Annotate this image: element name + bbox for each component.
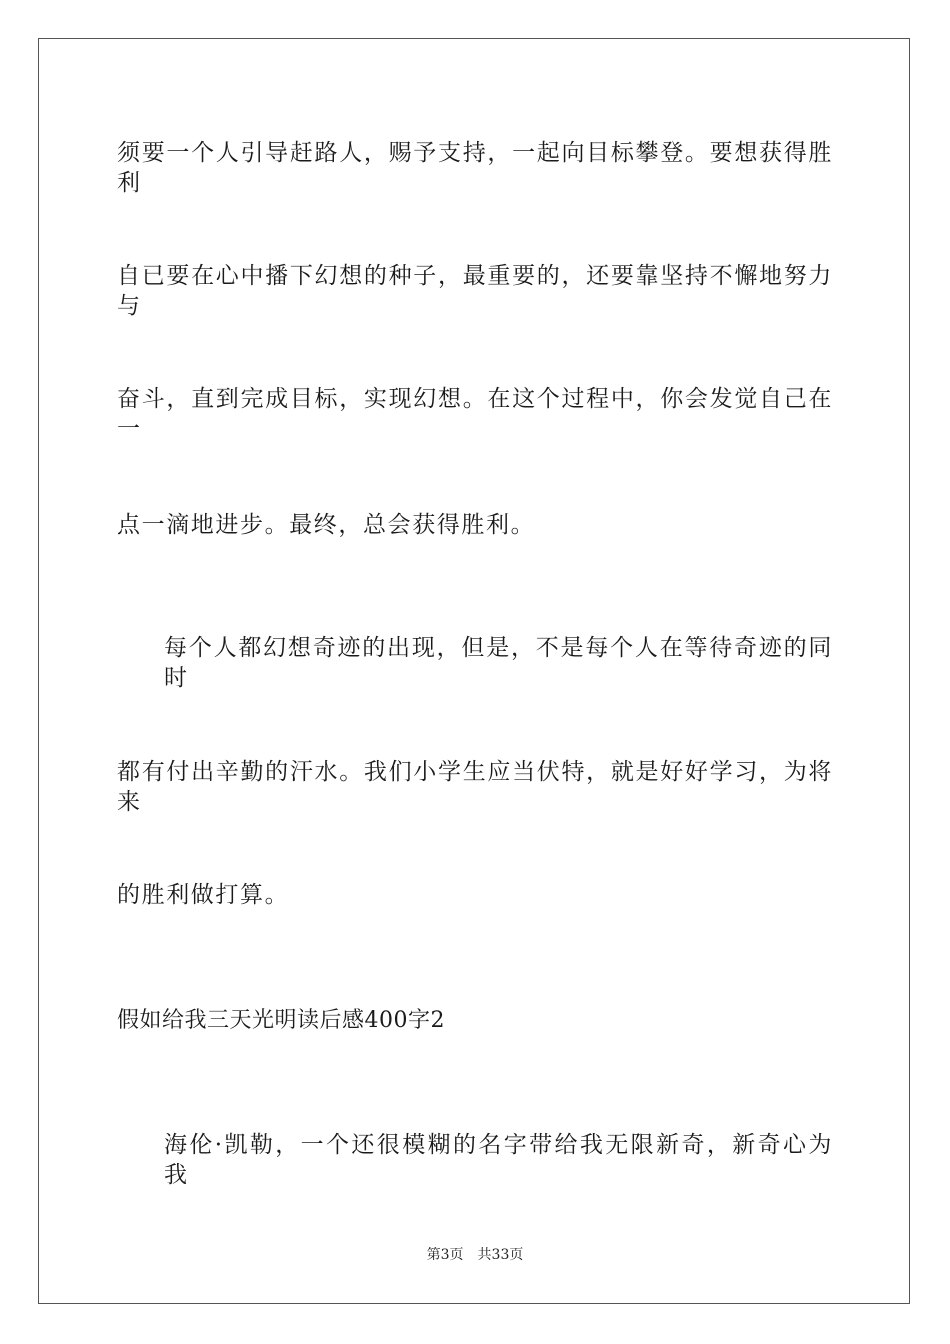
paragraph-line-5: 每个人都幻想奇迹的出现，但是，不是每个人在等待奇迹的同时 <box>164 635 833 691</box>
paragraph-line-2: 自已要在心中播下幻想的种子，最重要的，还要靠坚持不懈地努力与 <box>117 263 833 319</box>
paragraph-line-7: 的胜利做打算。 <box>117 882 290 908</box>
page-footer <box>0 1245 950 1265</box>
paragraph-line-1: 须要一个人引导赶路人，赐予支持，一起向目标攀登。要想获得胜利 <box>117 140 833 196</box>
page-total: 共33页 <box>477 1247 524 1263</box>
page-number: 第3页 <box>426 1247 464 1263</box>
paragraph-line-8: 海伦·凯勒，一个还很模糊的名字带给我无限新奇，新奇心为我 <box>164 1132 833 1188</box>
paragraph-line-4: 点一滴地进步。最终，总会获得胜利。 <box>117 512 536 538</box>
paragraph-line-6: 都有付出辛勤的汗水。我们小学生应当伏特，就是好好学习，为将来 <box>117 759 833 815</box>
paragraph-line-3: 奋斗，直到完成目标，实现幻想。在这个过程中，你会发觉自己在一 <box>117 386 833 442</box>
section-heading: 假如给我三天光明读后感400字2 <box>117 1008 445 1033</box>
